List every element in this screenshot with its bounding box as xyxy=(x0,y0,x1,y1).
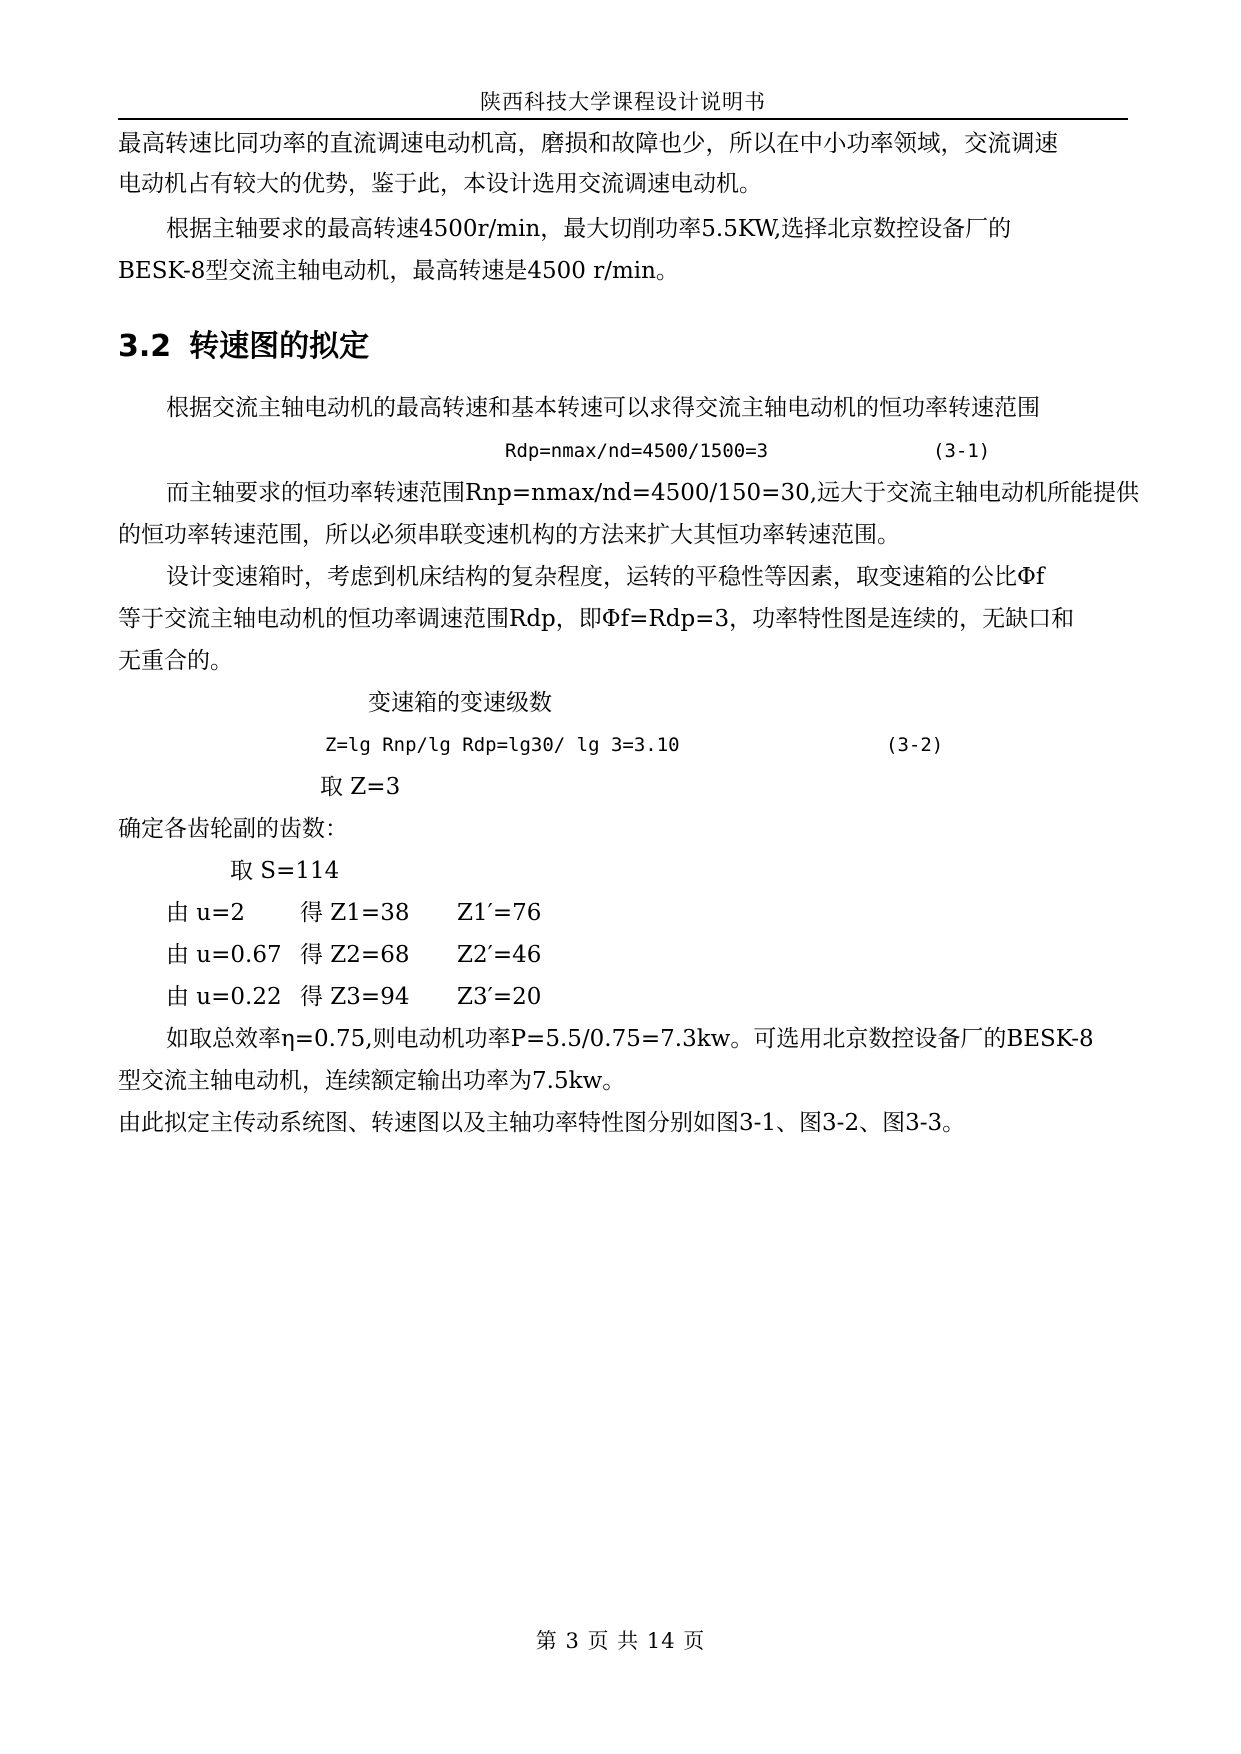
gear-row-1-u: 由 u=2 xyxy=(166,900,246,926)
gear-row-3-zprime: Z3′=20 xyxy=(457,984,542,1010)
paragraph-1-line-1: 最高转速比同功率的直流调速电动机高，磨损和故障也少，所以在中小功率领域，交流调速 xyxy=(118,129,1058,157)
stage-label: 变速箱的变速级数 xyxy=(368,690,552,716)
paragraph-6-line-2: 型交流主轴电动机，连续额定输出功率为7.5kw。 xyxy=(118,1068,626,1094)
header-divider xyxy=(118,118,1128,120)
take-s: 取 S=114 xyxy=(230,858,340,884)
gear-row-3-u: 由 u=0.22 xyxy=(166,984,282,1010)
paragraph-2-line-1: 根据主轴要求的最高转速4500r/min，最大切削功率5.5KW,选择北京数控设备厂的 xyxy=(166,216,1012,242)
gear-row-1-z: 得 Z1=38 xyxy=(300,900,410,926)
gear-row-2-zprime: Z2′=46 xyxy=(457,942,542,968)
section-title: 转速图的拟定 xyxy=(189,329,370,364)
equation-2: Z=lg Rnp/lg Rdp=lg30/ lg 3=3.10 xyxy=(325,734,680,756)
paragraph-5-line-1: 设计变速箱时，考虑到机床结构的复杂程度，运转的平稳性等因素，取变速箱的公比Φf xyxy=(166,564,1045,590)
gear-row-2-u: 由 u=0.67 xyxy=(166,942,282,968)
take-z: 取 Z=3 xyxy=(320,774,401,800)
gear-row-1-zprime: Z1′=76 xyxy=(457,900,542,926)
paragraph-1-line-2: 电动机占有较大的优势，鉴于此，本设计选用交流调速电动机。 xyxy=(118,171,762,197)
paragraph-2-line-2: BESK-8型交流主轴电动机，最高转速是4500 r/min。 xyxy=(118,258,679,284)
paragraph-5-line-2: 等于交流主轴电动机的恒功率调速范围Rdp，即Φf=Rdp=3，功率特性图是连续的，无缺口和 xyxy=(118,606,1075,632)
paragraph-5-line-3: 无重合的。 xyxy=(118,648,233,674)
gear-heading: 确定各齿轮副的齿数： xyxy=(118,816,348,842)
section-number: 3.2 xyxy=(118,329,172,364)
page-footer: 第 3 页 共 14 页 xyxy=(535,1629,706,1653)
gear-row-3-z: 得 Z3=94 xyxy=(300,984,410,1010)
equation-1-number: (3-1) xyxy=(933,440,991,462)
equation-2-number: (3-2) xyxy=(886,734,944,756)
paragraph-7-line-1: 由此拟定主传动系统图、转速图以及主轴功率特性图分别如图3-1、图3-2、图3-3。 xyxy=(118,1110,966,1136)
paragraph-6-line-1: 如取总效率η=0.75,则电动机功率P=5.5/0.75=7.3kw。可选用北京数控设备厂的BESK-8 xyxy=(166,1026,1094,1052)
section-heading xyxy=(118,327,369,367)
paragraph-3-line-1: 根据交流主轴电动机的最高转速和基本转速可以求得交流主轴电动机的恒功率转速范围 xyxy=(166,395,1040,421)
gear-row-2-z: 得 Z2=68 xyxy=(300,942,410,968)
paragraph-4-line-1: 而主轴要求的恒功率转速范围Rnp=nmax/nd=4500/150=30,远大于交流主轴电动机所能提供 xyxy=(166,480,1140,506)
header-title: 陕西科技大学课程设计说明书 xyxy=(480,90,766,114)
paragraph-4-line-2: 的恒功率转速范围，所以必须串联变速机构的方法来扩大其恒功率转速范围。 xyxy=(118,522,900,548)
equation-1: Rdp=nmax/nd=4500/1500=3 xyxy=(505,440,769,462)
